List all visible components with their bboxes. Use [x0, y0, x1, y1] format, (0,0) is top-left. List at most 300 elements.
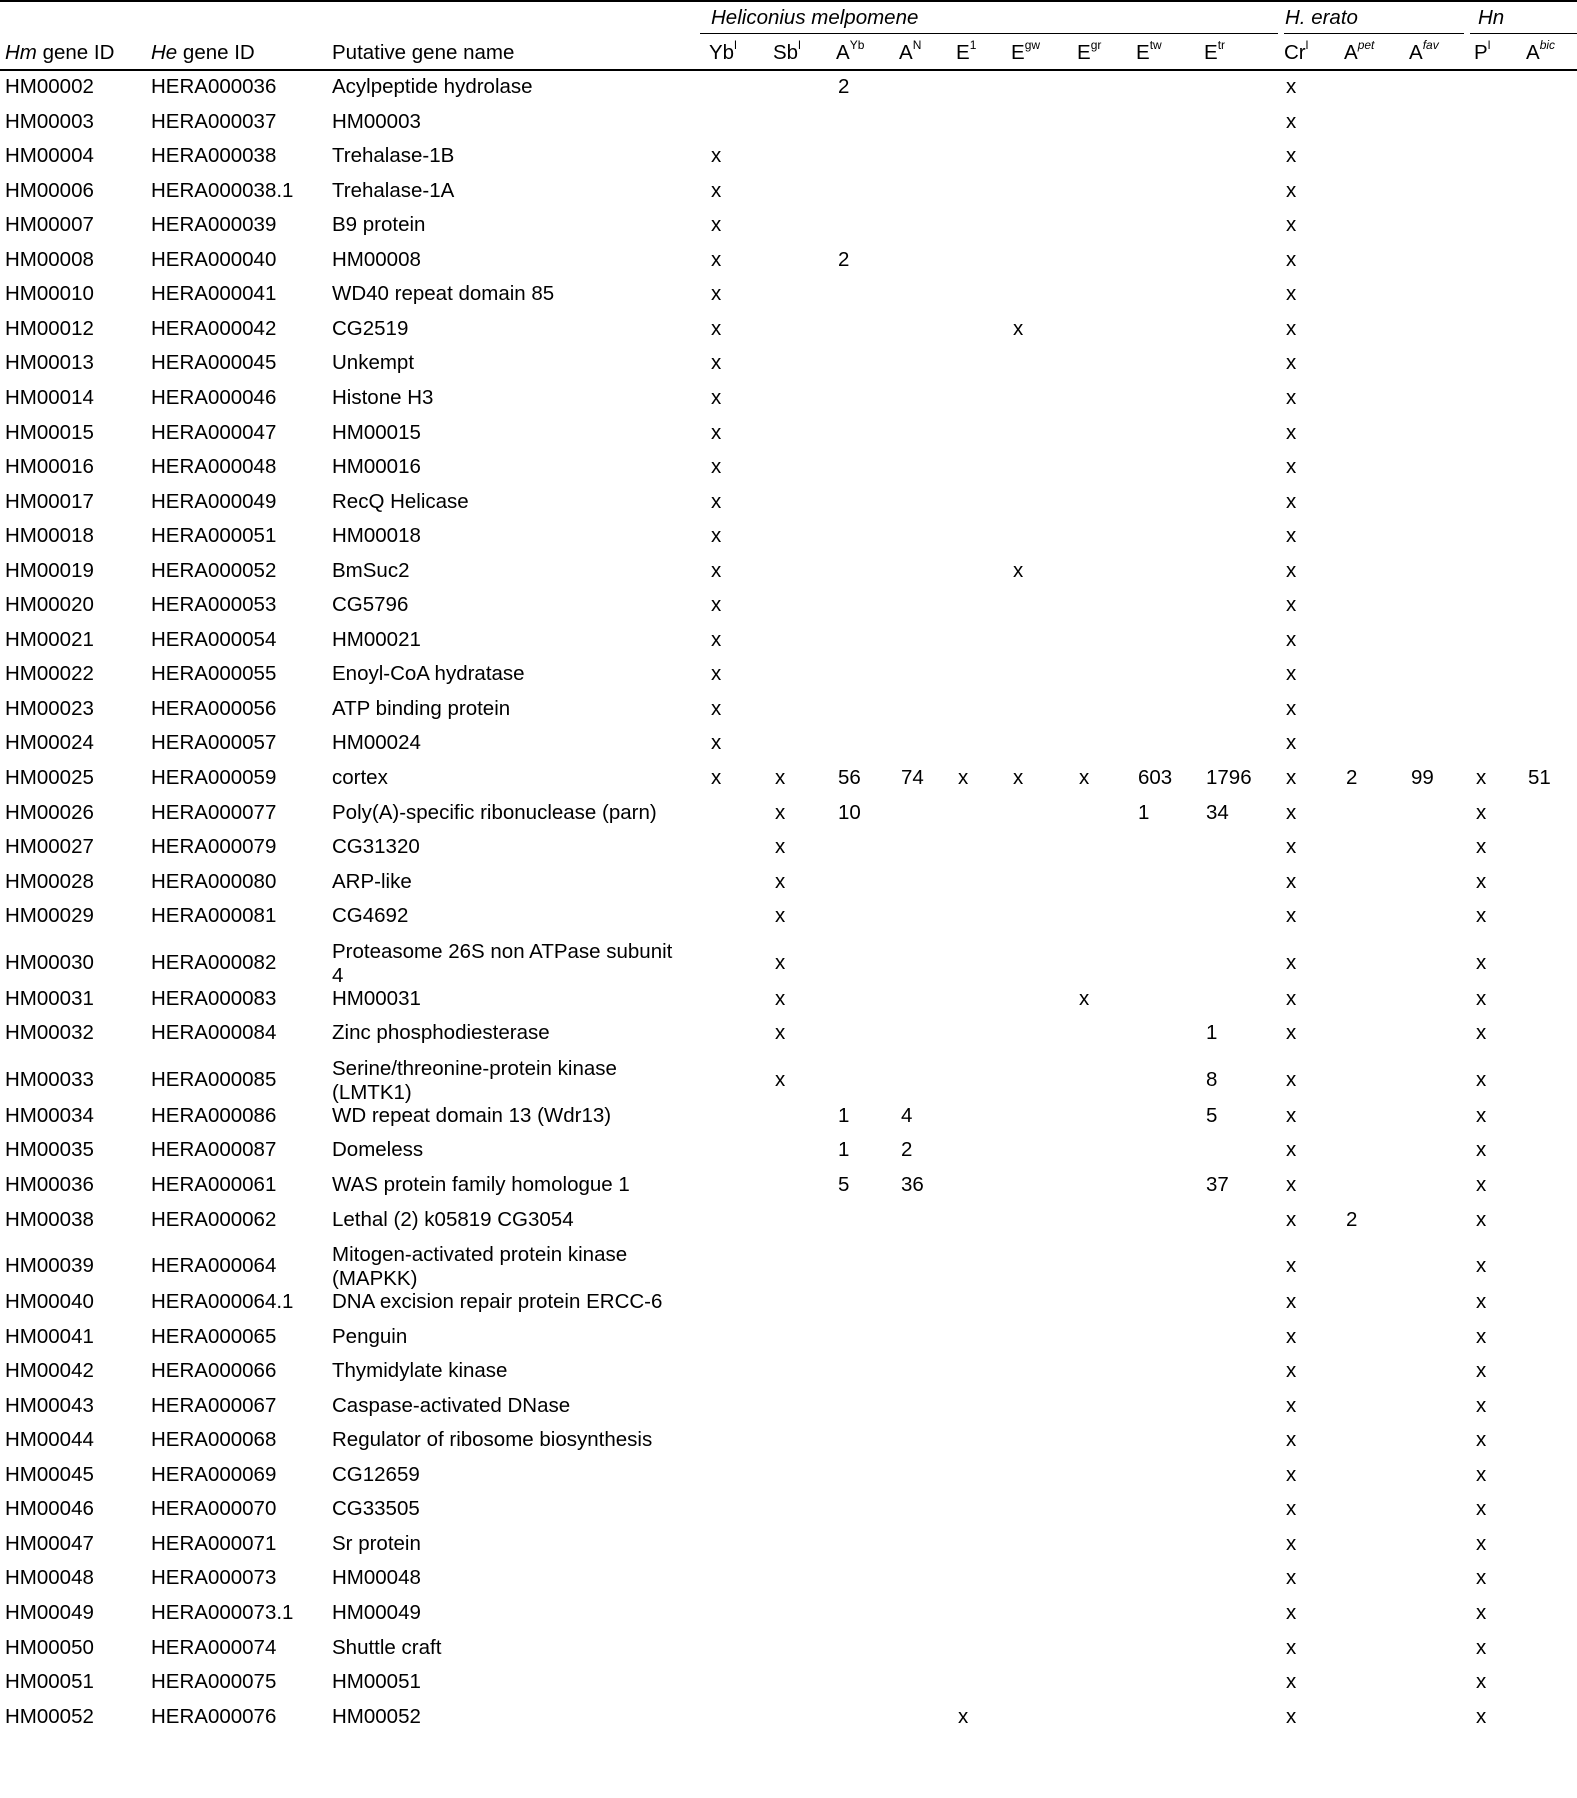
cell-cr-l: x: [1286, 1393, 1297, 1417]
gene-name: HM00051: [332, 1670, 421, 1694]
cell-cr-l: x: [1286, 904, 1297, 928]
group-rule-erato: [1284, 33, 1464, 34]
header-species-abbrev: Hm: [5, 41, 37, 64]
column-header-hm-gene-id: [5, 42, 114, 64]
cell-cr-l: x: [1286, 1670, 1297, 1694]
locus-superscript: tr: [1217, 38, 1226, 53]
cell-sb-l: x: [775, 869, 786, 893]
cell-a-n: 4: [901, 1103, 913, 1127]
cell-p-l: x: [1476, 835, 1487, 859]
gene-name: Proteasome 26S non ATPase subunit 4: [332, 939, 673, 987]
cell-a-yb: 2: [838, 247, 850, 271]
cell-a-pet: 2: [1346, 766, 1358, 789]
locus-superscript: l: [1487, 38, 1491, 53]
hm-gene-id: HM00024: [5, 731, 94, 755]
gene-name: Mitogen-activated protein kinase (MAPKK): [332, 1243, 628, 1291]
hm-gene-id: HM00012: [5, 316, 94, 340]
cell-yb-l: x: [711, 316, 722, 340]
column-header-a-fav: [1409, 38, 1439, 64]
locus-superscript: fav: [1422, 38, 1439, 53]
cell-yb-l: x: [711, 627, 722, 651]
hm-gene-id: HM00010: [5, 282, 94, 306]
cell-yb-l: x: [711, 489, 722, 513]
cell-e-tr: 1: [1206, 1021, 1218, 1045]
locus-superscript: tw: [1149, 38, 1162, 53]
hm-gene-id: HM00035: [5, 1138, 94, 1162]
cell-p-l: x: [1476, 1254, 1487, 1278]
locus-superscript: N: [912, 38, 922, 53]
gene-name: HM00052: [332, 1704, 421, 1728]
cell-p-l: x: [1476, 1670, 1487, 1694]
cell-cr-l: x: [1286, 1497, 1297, 1521]
he-gene-id: HERA000048: [151, 455, 277, 479]
cell-sb-l: x: [775, 800, 786, 824]
gene-name: HM00003: [332, 109, 421, 133]
cell-a-yb: 56: [838, 766, 861, 789]
he-gene-id: HERA000059: [151, 766, 277, 789]
gene-name: HM00048: [332, 1566, 421, 1590]
cell-e-tw: 1: [1138, 800, 1150, 824]
gene-name: BmSuc2: [332, 558, 410, 582]
locus-base: E: [1136, 41, 1150, 64]
locus-base: Cr: [1284, 41, 1306, 64]
hm-gene-id: HM00004: [5, 144, 94, 168]
locus-base: E: [956, 41, 970, 64]
cell-a-yb: 5: [838, 1172, 850, 1196]
he-gene-id: HERA000074: [151, 1635, 277, 1659]
column-header-p-l: [1474, 38, 1491, 64]
cell-e-tr: 5: [1206, 1103, 1218, 1127]
cell-e-tw: 603: [1138, 766, 1173, 789]
gene-name: CG5796: [332, 593, 409, 617]
column-header-a-pet: [1344, 38, 1375, 64]
cell-cr-l: x: [1286, 986, 1297, 1010]
gene-name: HM00049: [332, 1601, 421, 1624]
cell-cr-l: x: [1286, 662, 1297, 686]
column-header-e-gr: [1077, 38, 1102, 64]
cell-cr-l: x: [1286, 1324, 1297, 1348]
hm-gene-id: HM00049: [5, 1601, 94, 1624]
gene-name: Poly(A)-specific ribonuclease (parn): [332, 800, 657, 824]
hm-gene-id: HM00038: [5, 1207, 94, 1231]
cell-e-tr: 37: [1206, 1172, 1229, 1196]
cell-p-l: x: [1476, 869, 1487, 893]
cell-cr-l: x: [1286, 1067, 1297, 1091]
locus-base: P: [1474, 41, 1488, 64]
he-gene-id: HERA000064: [151, 1254, 277, 1278]
cell-cr-l: x: [1286, 1103, 1297, 1127]
he-gene-id: HERA000040: [151, 247, 277, 271]
cell-e-gr: x: [1079, 986, 1090, 1010]
he-gene-id: HERA000067: [151, 1393, 277, 1417]
cell-sb-l: x: [775, 835, 786, 859]
column-header-cr-l: [1284, 38, 1309, 64]
cell-sb-l: x: [775, 986, 786, 1010]
hm-gene-id: HM00044: [5, 1428, 94, 1452]
cell-cr-l: x: [1286, 696, 1297, 720]
hm-gene-id: HM00033: [5, 1067, 94, 1091]
gene-name: Lethal (2) k05819 CG3054: [332, 1207, 574, 1231]
he-gene-id: HERA000062: [151, 1207, 277, 1231]
cell-a-n: 74: [901, 766, 924, 789]
header-label: Putative gene name: [332, 41, 515, 64]
cell-cr-l: x: [1286, 950, 1297, 974]
cell-p-l: x: [1476, 1324, 1487, 1348]
gene-name: Histone H3: [332, 385, 434, 409]
cell-cr-l: x: [1286, 524, 1297, 548]
cell-cr-l: x: [1286, 351, 1297, 375]
hm-gene-id: HM00003: [5, 109, 94, 133]
cell-cr-l: x: [1286, 1704, 1297, 1728]
cell-cr-l: x: [1286, 1290, 1297, 1314]
he-gene-id: HERA000054: [151, 627, 277, 651]
he-gene-id: HERA000083: [151, 986, 277, 1010]
cell-e-1: x: [958, 766, 969, 789]
cell-e-gw: x: [1013, 316, 1024, 340]
cell-yb-l: x: [711, 282, 722, 306]
cell-cr-l: x: [1286, 282, 1297, 306]
hm-gene-id: HM00015: [5, 420, 94, 444]
locus-superscript: bic: [1539, 38, 1556, 53]
cell-cr-l: x: [1286, 835, 1297, 859]
hm-gene-id: HM00019: [5, 558, 94, 582]
cell-p-l: x: [1476, 1359, 1487, 1383]
cell-p-l: x: [1476, 1531, 1487, 1555]
he-gene-id: HERA000068: [151, 1428, 277, 1452]
group-header-erato: H. erato: [1285, 6, 1358, 29]
hm-gene-id: HM00029: [5, 904, 94, 928]
he-gene-id: HERA000042: [151, 316, 277, 340]
cell-p-l: x: [1476, 1635, 1487, 1659]
gene-name: B9 protein: [332, 213, 426, 237]
he-gene-id: HERA000066: [151, 1359, 277, 1383]
locus-base: A: [1344, 41, 1358, 64]
cell-a-pet: 2: [1346, 1207, 1358, 1231]
he-gene-id: HERA000052: [151, 558, 277, 582]
he-gene-id: HERA000085: [151, 1067, 277, 1091]
cell-cr-l: x: [1286, 455, 1297, 479]
locus-base: E: [1077, 41, 1091, 64]
column-header-a-yb: [836, 38, 865, 64]
hm-gene-id: HM00045: [5, 1462, 94, 1486]
gene-name: HM00031: [332, 986, 421, 1010]
cell-sb-l: x: [775, 1067, 786, 1091]
cell-cr-l: x: [1286, 627, 1297, 651]
hm-gene-id: HM00007: [5, 213, 94, 237]
gene-name: Sr protein: [332, 1531, 421, 1555]
group-rule-melpomene: [700, 33, 1278, 34]
cell-yb-l: x: [711, 558, 722, 582]
cell-yb-l: x: [711, 213, 722, 237]
he-gene-id: HERA000038.1: [151, 178, 294, 202]
he-gene-id: HERA000047: [151, 420, 277, 444]
cell-yb-l: x: [711, 696, 722, 720]
cell-cr-l: x: [1286, 869, 1297, 893]
group-header-melpomene: Heliconius melpomene: [711, 6, 919, 29]
cell-p-l: x: [1476, 1462, 1487, 1486]
cell-yb-l: x: [711, 766, 722, 789]
header-label: gene ID: [36, 41, 115, 64]
cell-e-gw: x: [1013, 766, 1024, 789]
cell-p-l: x: [1476, 800, 1487, 824]
cell-p-l: x: [1476, 1103, 1487, 1127]
hm-gene-id: HM00032: [5, 1021, 94, 1045]
cell-e-tr: 8: [1206, 1067, 1218, 1091]
cell-p-l: x: [1476, 1290, 1487, 1314]
gene-name: Enoyl-CoA hydratase: [332, 662, 525, 686]
cell-e-1: x: [958, 1704, 969, 1728]
cell-a-yb: 2: [838, 75, 850, 98]
cell-cr-l: x: [1286, 800, 1297, 824]
cell-e-gr: x: [1079, 766, 1090, 789]
column-header-he-gene-id: [151, 42, 255, 64]
he-gene-id: HERA000057: [151, 731, 277, 755]
cell-cr-l: x: [1286, 1566, 1297, 1590]
column-header-e-tw: [1136, 38, 1162, 64]
gene-name: HM00018: [332, 524, 421, 548]
he-gene-id: HERA000087: [151, 1138, 277, 1162]
cell-sb-l: x: [775, 766, 786, 789]
cell-a-yb: 1: [838, 1103, 850, 1127]
locus-superscript: 1: [969, 38, 977, 53]
locus-superscript: gr: [1090, 38, 1102, 53]
cell-p-l: x: [1476, 1138, 1487, 1162]
gene-name: HM00016: [332, 455, 421, 479]
cell-cr-l: x: [1286, 766, 1297, 789]
cell-yb-l: x: [711, 420, 722, 444]
gene-name: CG12659: [332, 1462, 420, 1486]
hm-gene-id: HM00023: [5, 696, 94, 720]
hm-gene-id: HM00028: [5, 869, 94, 893]
locus-superscript: gw: [1024, 38, 1041, 53]
group-rule-hn: [1470, 33, 1577, 34]
cell-a-fav: 99: [1411, 766, 1434, 789]
hm-gene-id: HM00043: [5, 1393, 94, 1417]
cell-yb-l: x: [711, 662, 722, 686]
hm-gene-id: HM00025: [5, 766, 94, 789]
cell-sb-l: x: [775, 950, 786, 974]
cell-cr-l: x: [1286, 1462, 1297, 1486]
cell-yb-l: x: [711, 144, 722, 168]
cell-yb-l: x: [711, 351, 722, 375]
he-gene-id: HERA000080: [151, 869, 277, 893]
he-gene-id: HERA000046: [151, 385, 277, 409]
hm-gene-id: HM00017: [5, 489, 94, 513]
he-gene-id: HERA000070: [151, 1497, 277, 1521]
cell-e-tr: 1796: [1206, 766, 1252, 789]
he-gene-id: HERA000076: [151, 1704, 277, 1728]
locus-base: A: [1526, 41, 1540, 64]
hm-gene-id: HM00034: [5, 1103, 94, 1127]
cell-cr-l: x: [1286, 316, 1297, 340]
cell-p-l: x: [1476, 766, 1487, 789]
locus-superscript: l: [798, 38, 801, 53]
gene-name: Caspase-activated DNase: [332, 1393, 571, 1417]
cell-cr-l: x: [1286, 1428, 1297, 1452]
cell-cr-l: x: [1286, 1601, 1297, 1624]
cell-p-l: x: [1476, 1172, 1487, 1196]
gene-name: Unkempt: [332, 351, 415, 375]
hm-gene-id: HM00036: [5, 1172, 94, 1196]
he-gene-id: HERA000055: [151, 662, 277, 686]
hm-gene-id: HM00039: [5, 1254, 94, 1278]
cell-p-l: x: [1476, 1207, 1487, 1231]
locus-base: A: [1409, 41, 1423, 64]
cell-a-n: 2: [901, 1138, 913, 1162]
he-gene-id: HERA000069: [151, 1462, 277, 1486]
gene-name: Domeless: [332, 1138, 424, 1162]
gene-name: ARP-like: [332, 869, 412, 893]
gene-name: CG31320: [332, 835, 420, 859]
cell-yb-l: x: [711, 593, 722, 617]
cell-p-l: x: [1476, 904, 1487, 928]
he-gene-id: HERA000051: [151, 524, 277, 548]
hm-gene-id: HM00041: [5, 1324, 94, 1348]
gene-name: CG2519: [332, 316, 409, 340]
cell-cr-l: x: [1286, 593, 1297, 617]
gene-name: HM00015: [332, 420, 421, 444]
column-header-e-tr: [1204, 38, 1226, 64]
cell-p-l: x: [1476, 1704, 1487, 1728]
gene-name: Trehalase-1A: [332, 178, 455, 202]
hm-gene-id: HM00016: [5, 455, 94, 479]
he-gene-id: HERA000036: [151, 75, 277, 98]
cell-p-l: x: [1476, 1566, 1487, 1590]
hm-gene-id: HM00046: [5, 1497, 94, 1521]
cell-yb-l: x: [711, 178, 722, 202]
he-gene-id: HERA000053: [151, 593, 277, 617]
hm-gene-id: HM00018: [5, 524, 94, 548]
he-gene-id: HERA000071: [151, 1531, 277, 1555]
cell-cr-l: x: [1286, 1172, 1297, 1196]
cell-a-yb: 1: [838, 1138, 850, 1162]
he-gene-id: HERA000056: [151, 696, 277, 720]
hm-gene-id: HM00021: [5, 627, 94, 651]
cell-p-l: x: [1476, 1601, 1487, 1624]
header-label: gene ID: [177, 41, 255, 64]
hm-gene-id: HM00026: [5, 800, 94, 824]
gene-name: Regulator of ribosome biosynthesis: [332, 1428, 653, 1452]
cell-cr-l: x: [1286, 1359, 1297, 1383]
cell-cr-l: x: [1286, 420, 1297, 444]
gene-name: HM00008: [332, 247, 421, 271]
gene-name: WD repeat domain 13 (Wdr13): [332, 1103, 612, 1127]
column-header-yb-l: [709, 38, 737, 64]
locus-base: E: [1204, 41, 1218, 64]
he-gene-id: HERA000073.1: [151, 1601, 294, 1624]
he-gene-id: HERA000086: [151, 1103, 277, 1127]
locus-base: Sb: [773, 41, 799, 64]
hm-gene-id: HM00027: [5, 835, 94, 859]
hm-gene-id: HM00020: [5, 593, 94, 617]
cell-yb-l: x: [711, 731, 722, 755]
gene-name: WD40 repeat domain 85: [332, 282, 555, 306]
cell-yb-l: x: [711, 247, 722, 271]
he-gene-id: HERA000081: [151, 904, 277, 928]
he-gene-id: HERA000075: [151, 1670, 277, 1694]
hm-gene-id: HM00008: [5, 247, 94, 271]
gene-name: Thymidylate kinase: [332, 1359, 508, 1383]
cell-a-yb: 10: [838, 800, 861, 824]
cell-cr-l: x: [1286, 213, 1297, 237]
hm-gene-id: HM00031: [5, 986, 94, 1010]
cell-cr-l: x: [1286, 109, 1297, 133]
cell-a-n: 36: [901, 1172, 924, 1196]
he-gene-id: HERA000038: [151, 144, 277, 168]
hm-gene-id: HM00013: [5, 351, 94, 375]
locus-base: A: [899, 41, 913, 64]
cell-cr-l: x: [1286, 489, 1297, 513]
cell-p-l: x: [1476, 986, 1487, 1010]
cell-sb-l: x: [775, 1021, 786, 1045]
locus-superscript: Yb: [849, 38, 865, 53]
hm-gene-id: HM00014: [5, 385, 94, 409]
gene-name: ATP binding protein: [332, 696, 511, 720]
he-gene-id: HERA000045: [151, 351, 277, 375]
header-rule: [0, 69, 1577, 71]
column-header-a-bic: [1526, 38, 1556, 64]
cell-cr-l: x: [1286, 1531, 1297, 1555]
top-rule: [0, 0, 1577, 2]
cell-e-tr: 34: [1206, 800, 1229, 824]
he-gene-id: HERA000082: [151, 950, 277, 974]
cell-cr-l: x: [1286, 558, 1297, 582]
header-species-abbrev: He: [151, 41, 178, 64]
column-header-sb-l: [773, 38, 801, 64]
he-gene-id: HERA000037: [151, 109, 277, 133]
cell-p-l: x: [1476, 1067, 1487, 1091]
gene-name: Shuttle craft: [332, 1635, 442, 1659]
locus-base: A: [836, 41, 850, 64]
cell-yb-l: x: [711, 524, 722, 548]
cell-cr-l: x: [1286, 731, 1297, 755]
locus-superscript: l: [734, 38, 737, 53]
group-header-hn: Hn: [1478, 6, 1505, 29]
hm-gene-id: HM00052: [5, 1704, 94, 1728]
cell-p-l: x: [1476, 950, 1487, 974]
he-gene-id: HERA000065: [151, 1324, 277, 1348]
cell-cr-l: x: [1286, 1635, 1297, 1659]
column-header-e-gw: [1011, 38, 1041, 64]
cell-sb-l: x: [775, 904, 786, 928]
he-gene-id: HERA000041: [151, 282, 277, 306]
hm-gene-id: HM00042: [5, 1359, 94, 1383]
locus-base: E: [1011, 41, 1025, 64]
hm-gene-id: HM00048: [5, 1566, 94, 1590]
he-gene-id: HERA000077: [151, 800, 277, 824]
column-header-gene-name: [332, 42, 514, 64]
gene-name: Acylpeptide hydrolase: [332, 75, 533, 98]
he-gene-id: HERA000073: [151, 1566, 277, 1590]
hm-gene-id: HM00006: [5, 178, 94, 202]
cell-p-l: x: [1476, 1393, 1487, 1417]
column-header-e-1: [956, 38, 977, 64]
cell-p-l: x: [1476, 1021, 1487, 1045]
cell-cr-l: x: [1286, 1021, 1297, 1045]
cell-p-l: x: [1476, 1497, 1487, 1521]
cell-cr-l: x: [1286, 1207, 1297, 1231]
hm-gene-id: HM00050: [5, 1635, 94, 1659]
he-gene-id: HERA000061: [151, 1172, 277, 1196]
he-gene-id: HERA000049: [151, 489, 277, 513]
cell-cr-l: x: [1286, 178, 1297, 202]
hm-gene-id: HM00002: [5, 75, 94, 98]
cell-cr-l: x: [1286, 1138, 1297, 1162]
cell-cr-l: x: [1286, 247, 1297, 271]
gene-name: Zinc phosphodiesterase: [332, 1021, 550, 1045]
gene-name: Penguin: [332, 1324, 408, 1348]
cell-cr-l: x: [1286, 75, 1297, 98]
